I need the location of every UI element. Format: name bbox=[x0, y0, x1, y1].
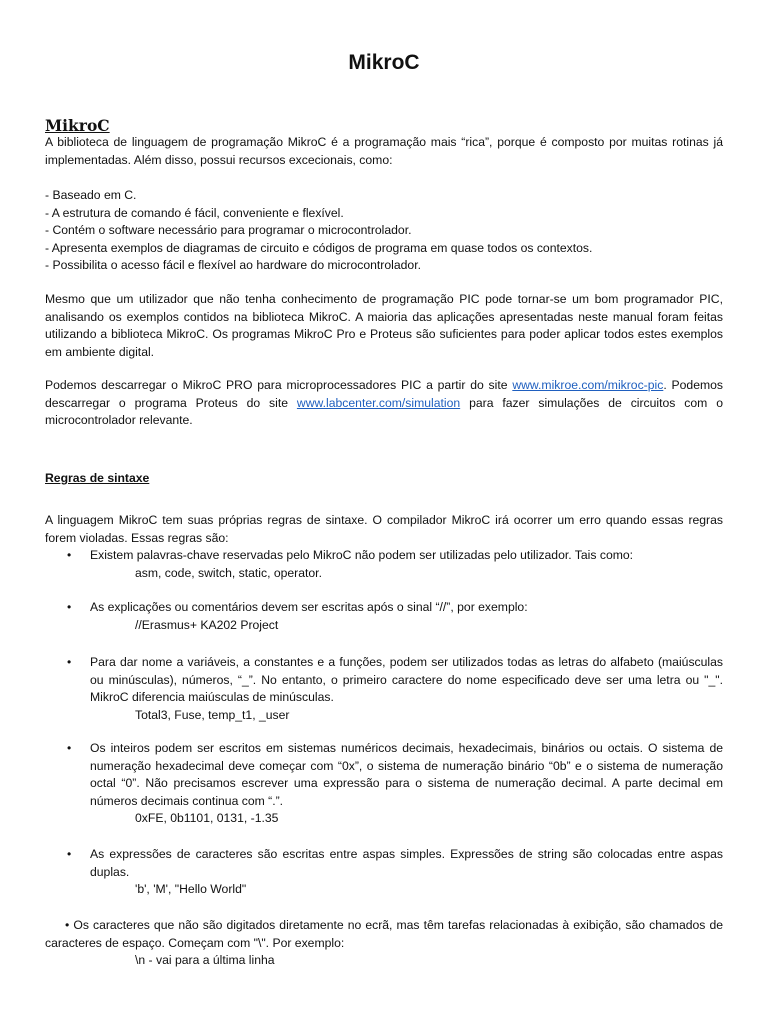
list-item: • As expressões de caracteres são escritas entre aspas simples. Expressões de string são colocadas entre aspas duplas. 'b', 'M', "Hello World" bbox=[45, 846, 723, 899]
list-item: - Possibilita o acesso fácil e flexível ao hardware do microcontrolador. bbox=[45, 258, 421, 272]
bullet-icon: • bbox=[67, 600, 72, 614]
paragraph-two: Mesmo que um utilizador que não tenha conhecimento de programação PIC pode tornar-se um bom programador PIC, analisando os exemplos contidos na biblioteca MikroC. A maioria das aplicações apresentadas neste manual foram feitas utilizando a biblioteca MikroC. Os programas MikroC Pro e Proteus são suficientes para poder aplicar todos estes exemplos em ambiente digital. bbox=[45, 292, 723, 359]
list-item: - Contém o software necessário para programar o microcontrolador. bbox=[45, 223, 412, 237]
bullet-icon: • bbox=[67, 655, 72, 669]
bullet-icon: • bbox=[67, 548, 72, 562]
mikroe-link[interactable]: www.mikroe.com/mikroc-pic bbox=[512, 378, 664, 392]
rule-example: 'b', 'M', "Hello World" bbox=[135, 882, 247, 896]
rule-example: 0xFE, 0b1101, 0131, -1.35 bbox=[135, 811, 279, 825]
intro-heading: MikroC bbox=[45, 116, 110, 135]
rule-example: //Erasmus+ KA202 Project bbox=[135, 617, 279, 632]
bullet-icon: • bbox=[67, 741, 72, 755]
list-item: • Os inteiros podem ser escritos em sistemas numéricos decimais, hexadecimais, binários ou octais. O sistema de numeração hexadecimal deve começar com “0x”, o sistema de numeração binário “0b” e o sistema de numeração octal “0”. Não precisamos escrever uma expressão para o sistema de numeração decimal. A parte decimal em números decimais continua com “.”. 0xFE, 0b1101, 0131, -1.35 bbox=[45, 740, 723, 828]
labcenter-link[interactable]: www.labcenter.com/simulation bbox=[296, 395, 461, 410]
list-item: • As explicações ou comentários devem ser escritas após o sinal “//”, por exemplo: //Erasmus+ KA202 Project bbox=[45, 599, 723, 634]
bullet-icon: • bbox=[67, 847, 72, 861]
bullet-icon: • bbox=[65, 918, 70, 932]
list-item: - Baseado em C. bbox=[45, 188, 137, 202]
feature-list bbox=[45, 187, 723, 275]
list-item: - Apresenta exemplos de diagramas de circuito e códigos de programa em quase todos os contextos. bbox=[45, 240, 593, 255]
paragraph-three: Podemos descarregar o MikroC PRO para microprocessadores PIC a partir do site www.mikroe.com/mikroc-pic. Podemos descarregar o programa Proteus do site www.labcenter.com/simulation para fazer simulações de circuitos com o microcontrolador relevante. bbox=[45, 378, 723, 427]
page-title: MikroC bbox=[348, 51, 420, 74]
list-item: • Para dar nome a variáveis, a constantes e a funções, podem ser utilizados todas as letras do alfabeto (maiúsculas ou minúsculas), números, “_”. No entanto, o primeiro caractere do nome especificado deve ser uma letra ou "_". MikroC diferencia maiúsculas de minúsculas. Total3, Fuse, temp_t1, _user bbox=[45, 654, 723, 724]
rule-example: Total3, Fuse, temp_t1, _user bbox=[135, 707, 290, 722]
rule-example: \n - vai para a última linha bbox=[135, 953, 275, 967]
syntax-intro: A linguagem MikroC tem suas próprias regras de sintaxe. O compilador MikroC irá ocorrer um erro quando essas regras forem violadas. Essas regras são: bbox=[45, 513, 723, 545]
list-item: • Os caracteres que não são digitados diretamente no ecrã, mas têm tarefas relacionadas à exibição, são chamados de caracteres de espaço. Começam com "\". Por exemplo: \n - vai para a última linha bbox=[45, 917, 723, 970]
list-item: - A estrutura de comando é fácil, conveniente e flexível. bbox=[45, 205, 344, 220]
rule-example: asm, code, switch, static, operator. bbox=[135, 565, 322, 580]
syntax-heading: Regras de sintaxe bbox=[45, 471, 150, 485]
list-item: • Existem palavras-chave reservadas pelo MikroC não podem ser utilizadas pelo utilizador. Tais como: asm, code, switch, static, operator. bbox=[45, 547, 723, 582]
intro-paragraph: A biblioteca de linguagem de programação MikroC é a programação mais “rica”, porque é composto por muitas rotinas já implementadas. Além disso, possui recursos excecionais, como: bbox=[45, 135, 723, 167]
